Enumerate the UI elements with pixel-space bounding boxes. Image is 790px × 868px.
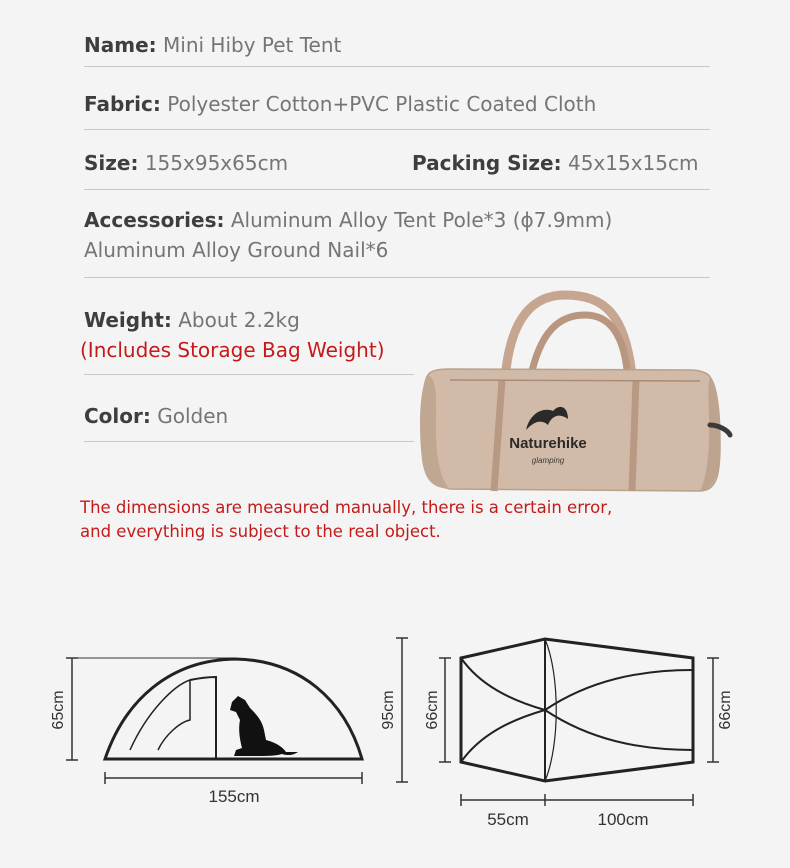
divider bbox=[84, 277, 710, 278]
spec-label: Fabric: bbox=[84, 92, 161, 116]
spec-value: 155x95x65cm bbox=[144, 151, 289, 175]
spec-value-line2: Aluminum Alloy Ground Nail*6 bbox=[84, 238, 389, 262]
tent-footprint bbox=[461, 639, 693, 781]
spec-weight bbox=[84, 308, 404, 332]
spec-accessories bbox=[84, 208, 710, 262]
spec-label: Size: bbox=[84, 151, 139, 175]
spec-label: Packing Size: bbox=[412, 151, 562, 175]
spec-label: Accessories: bbox=[84, 208, 225, 232]
divider bbox=[84, 66, 710, 67]
divider bbox=[84, 189, 710, 190]
weight-note: (Includes Storage Bag Weight) bbox=[80, 338, 385, 362]
spec-color bbox=[84, 404, 404, 428]
spec-fabric bbox=[84, 92, 710, 116]
top-inner-right-label: 66cm bbox=[717, 690, 734, 730]
spec-packing-size bbox=[412, 151, 712, 175]
top-body-label: 100cm bbox=[597, 810, 649, 829]
divider bbox=[84, 129, 710, 130]
divider bbox=[84, 374, 414, 375]
spec-value: Polyester Cotton+PVC Plastic Coated Cloth bbox=[167, 92, 597, 116]
disclaimer-line1: The dimensions are measured manually, there is a certain error, bbox=[80, 498, 613, 517]
spec-name bbox=[84, 33, 710, 57]
spec-value: About 2.2kg bbox=[178, 308, 300, 332]
spec-label: Name: bbox=[84, 33, 157, 57]
top-view-diagram bbox=[380, 625, 740, 835]
top-outer-height-label: 95cm bbox=[380, 690, 397, 730]
bag-brand: Naturehike bbox=[509, 435, 587, 452]
spec-label: Weight: bbox=[84, 308, 172, 332]
spec-value: 45x15x15cm bbox=[567, 151, 699, 175]
bag-brand-sub: glamping bbox=[531, 456, 565, 465]
spec-value: Golden bbox=[157, 404, 229, 428]
side-height-label: 65cm bbox=[50, 690, 67, 730]
divider bbox=[84, 441, 414, 442]
spec-value: Aluminum Alloy Tent Pole*3 (ɸ7.9mm) bbox=[230, 208, 613, 232]
disclaimer-line2: and everything is subject to the real object. bbox=[80, 522, 441, 541]
spec-value: Mini Hiby Pet Tent bbox=[163, 33, 342, 57]
side-view-diagram bbox=[50, 640, 370, 820]
top-inner-left-label: 66cm bbox=[424, 690, 441, 730]
top-vestibule-label: 55cm bbox=[487, 810, 529, 829]
storage-bag-image bbox=[410, 285, 735, 500]
side-length-label: 155cm bbox=[208, 787, 260, 806]
spec-label: Color: bbox=[84, 404, 151, 428]
